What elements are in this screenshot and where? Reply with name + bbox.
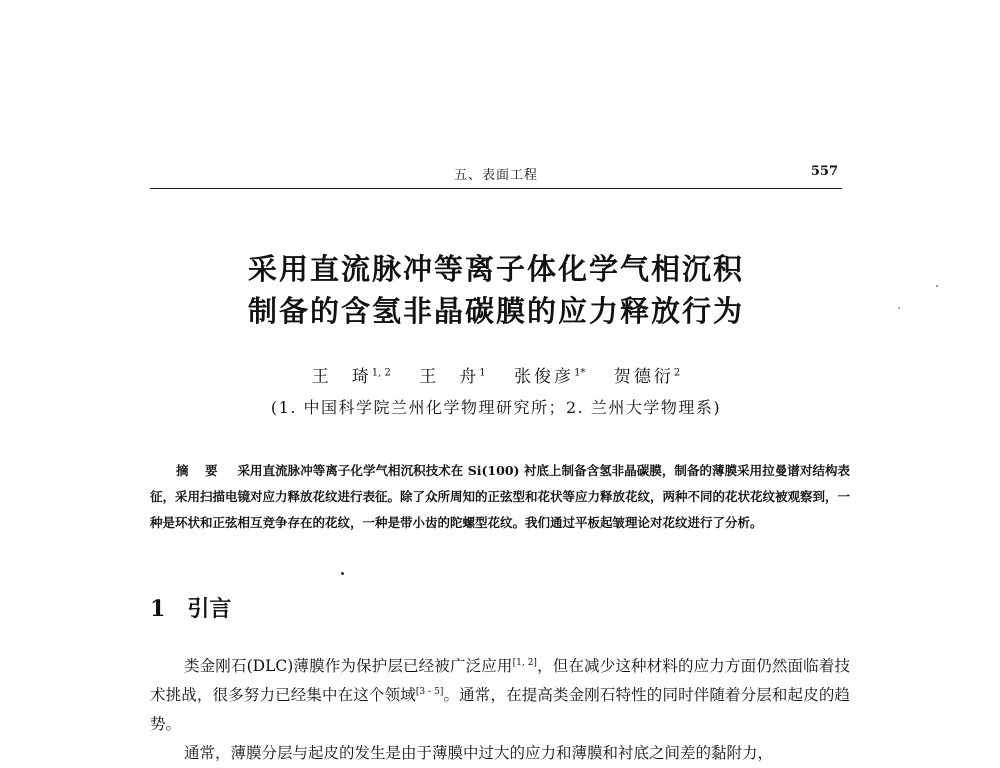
paragraph-1-part-b: ，但在减少这种材料的应力方面仍然面临着技术挑战，很多努力已经集中在这个领域 [150, 657, 850, 704]
author-2-name: 王 舟 [419, 367, 480, 387]
author-3-name: 张俊彦 [514, 367, 575, 387]
author-2-affil: 1 [479, 367, 486, 379]
section-number: 1 [150, 596, 166, 622]
author-list [150, 362, 842, 387]
paragraph-1 [150, 652, 850, 739]
author-2 [419, 367, 485, 387]
author-3-affil: 1* [574, 367, 586, 379]
paragraph-2: 通常，薄膜分层与起皮的发生是由于薄膜中过大的应力和薄膜和衬底之间差的黏附力， [184, 744, 774, 762]
header-rule [150, 188, 842, 189]
stray-dot [341, 572, 344, 575]
affiliation: (1. 中国科学院兰州化学物理研究所；2. 兰州大学物理系) [270, 398, 722, 417]
paper-title-line-1: 采用直流脉冲等离子体化学气相沉积 [247, 252, 744, 286]
abstract-label: 摘 要 [176, 463, 224, 478]
author-1-affil: 1, 2 [371, 367, 391, 379]
author-3 [514, 367, 585, 387]
abstract-text: 采用直流脉冲等离子化学气相沉积技术在 Si(100) 衬底上制备含氢非晶碳膜，制备的薄膜采用拉曼谱对结构表征，采用扫描电镜对应力释放花纹进行表征。除了众所周知的正弦型和花状等应力释放花纹，两种不同的花状花纹被观察到，一种是环状和正弦相互竞争存在的花纹，一种是带小齿的陀螺型花纹。我们通过平板起皱理论对花纹进行了分析。 [150, 463, 851, 530]
abstract [150, 458, 850, 536]
author-1-name: 王 琦 [311, 367, 372, 387]
scan-speck [936, 285, 938, 287]
running-header [150, 164, 842, 186]
body-text [150, 652, 850, 768]
section-title: 引言 [187, 596, 232, 622]
author-1 [312, 367, 391, 387]
citation-3-5: [3 - 5] [415, 686, 444, 697]
paragraph-1-part-a: 类金刚石(DLC)薄膜作为保护层已经被广泛应用 [184, 657, 513, 675]
paragraph-1-part-c: 。通常，在提高类金刚石特性的同时伴随着分层和起皮的趋势。 [150, 686, 850, 733]
section-heading-introduction [150, 592, 231, 623]
author-4-affil: 2 [673, 367, 681, 379]
page-number: 557 [810, 164, 838, 179]
paper-title-line-2: 制备的含氢非晶碳膜的应力释放行为 [247, 294, 744, 328]
running-section-label: 五、表面工程 [453, 168, 538, 183]
citation-1-2: [1, 2] [512, 657, 537, 668]
scan-speck [898, 307, 900, 309]
author-4 [614, 367, 680, 387]
author-4-name: 贺德衍 [613, 367, 674, 387]
